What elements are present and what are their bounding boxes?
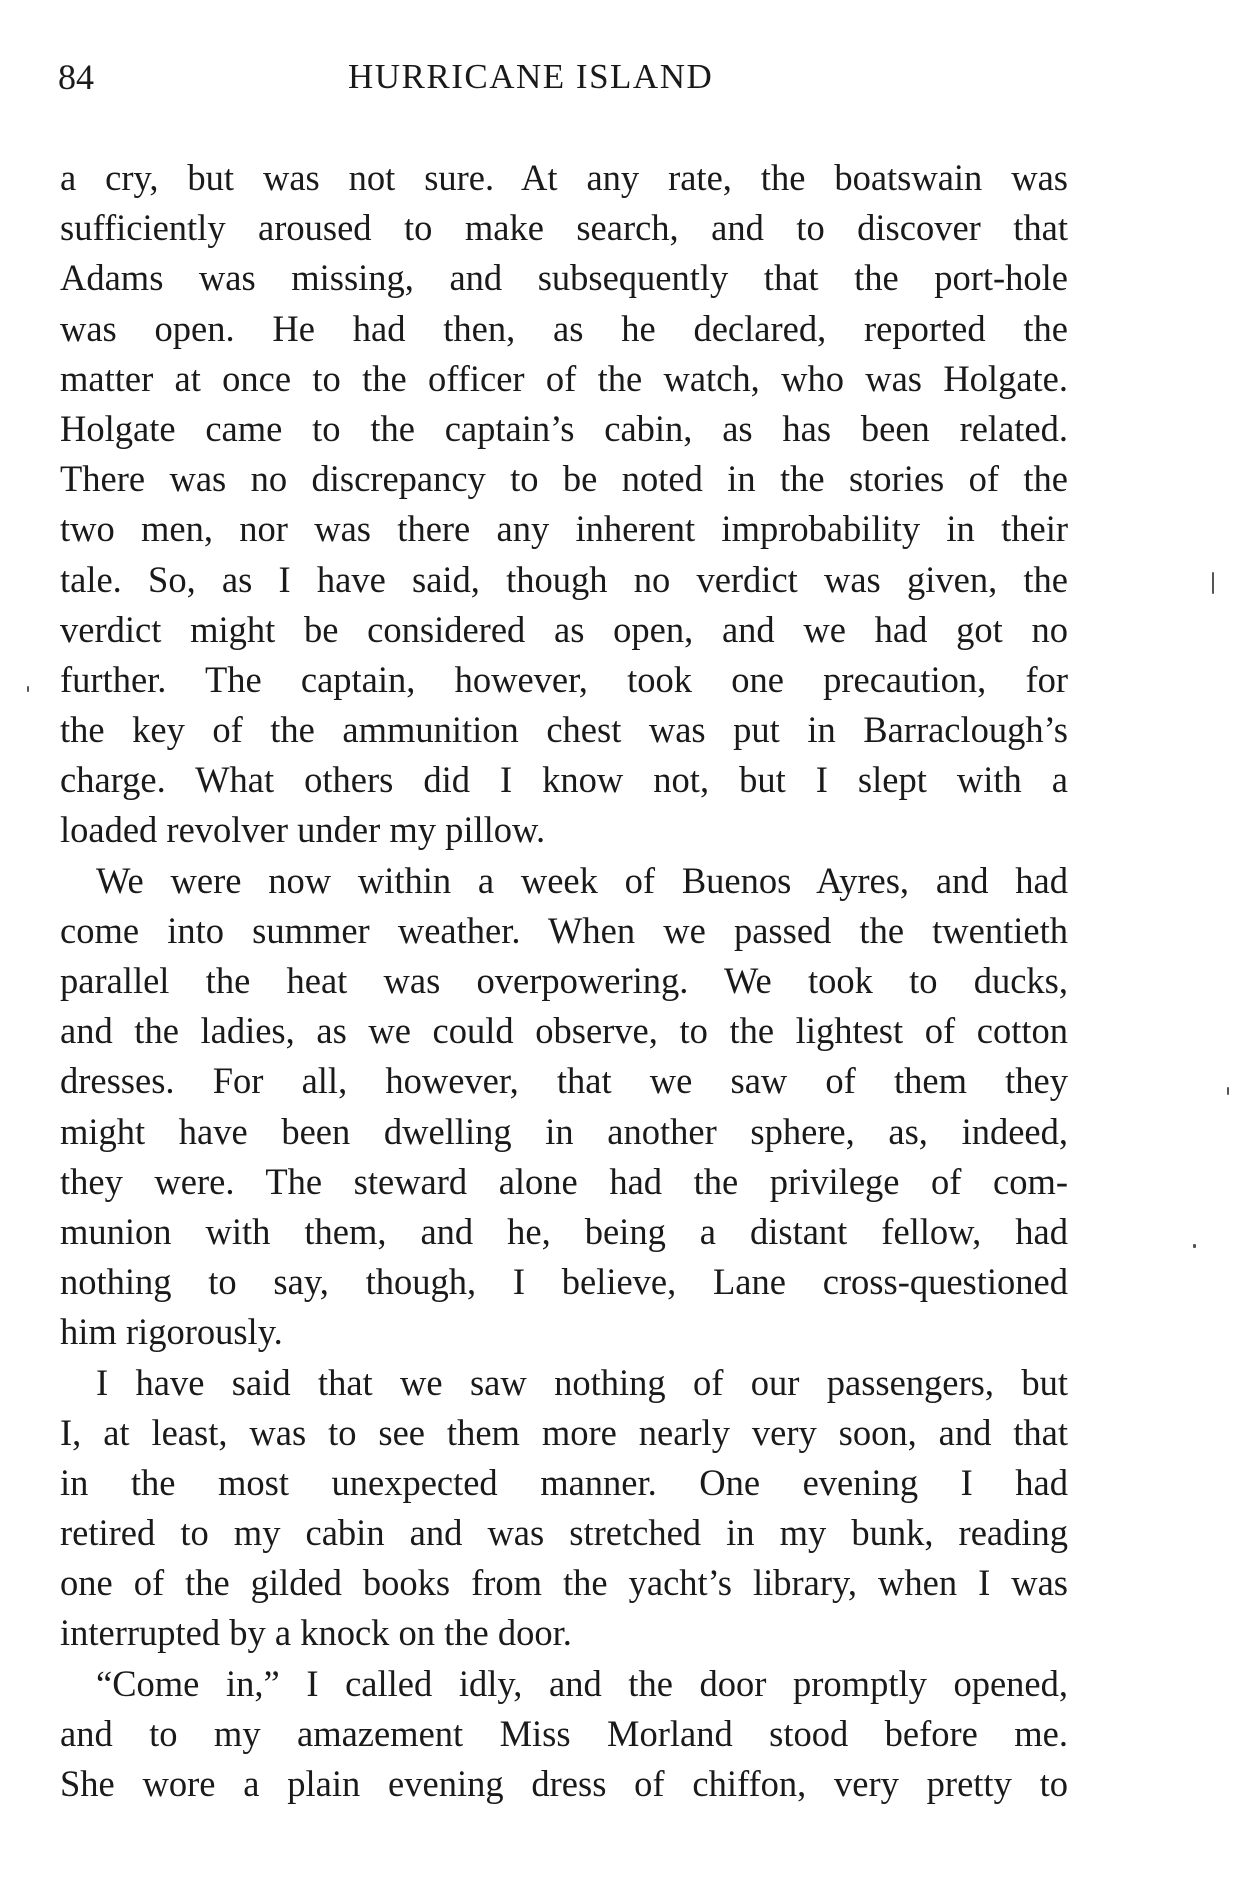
- text-line: the key of the ammunition chest was put in Barraclough’s: [60, 709, 1068, 751]
- body-text: [60, 153, 1068, 1809]
- text-line: “Come in,” I called idly, and the door promptly opened,: [96, 1662, 1068, 1704]
- paragraph-1: [60, 153, 1068, 856]
- text-line: munion with them, and he, being a distant fellow, had: [60, 1210, 1068, 1252]
- scan-speck: [1193, 1244, 1196, 1248]
- text-line: further. The captain, however, took one precaution, for: [60, 658, 1068, 700]
- paragraph-4: [60, 1659, 1068, 1810]
- text-line: nothing to say, though, I believe, Lane cross-questioned: [60, 1261, 1068, 1303]
- text-line: come into summer weather. When we passed the twentieth: [60, 909, 1068, 951]
- text-line: verdict might be considered as open, and we had got no: [60, 608, 1068, 650]
- text-line: and the ladies, as we could observe, to the lightest of cotton: [60, 1010, 1068, 1052]
- text-line: parallel the heat was overpowering. We took to ducks,: [60, 960, 1068, 1001]
- text-line: loaded revolver under my pillow.: [60, 809, 546, 851]
- text-line: interrupted by a knock on the door.: [60, 1612, 572, 1654]
- text-line: I have said that we saw nothing of our passengers, but: [96, 1361, 1068, 1403]
- text-line: retired to my cabin and was stretched in my bunk, reading: [60, 1512, 1068, 1554]
- running-title: HURRICANE ISLAND: [348, 57, 714, 96]
- text-line: She wore a plain evening dress of chiffon, very pretty to: [60, 1763, 1068, 1804]
- text-line: charge. What others did I know not, but I slept with a: [60, 759, 1068, 801]
- text-line: two men, nor was there any inherent improbability in their: [60, 508, 1068, 550]
- page-header: [58, 52, 1068, 102]
- paragraph-2: [60, 856, 1068, 1358]
- text-line: sufficiently aroused to make search, and to discover that: [60, 207, 1068, 249]
- text-line: him rigorously.: [60, 1311, 283, 1353]
- text-line: might have been dwelling in another sphere, as, indeed,: [60, 1110, 1068, 1152]
- text-line: dresses. For all, however, that we saw of them they: [60, 1060, 1068, 1102]
- scan-speck: [1227, 1087, 1229, 1095]
- scan-speck: [27, 686, 29, 692]
- text-line: We were now within a week of Buenos Ayres, and had: [96, 859, 1068, 901]
- text-line: was open. He had then, as he declared, reported the: [60, 307, 1068, 349]
- scan-speck: [1212, 572, 1214, 594]
- text-line: matter at once to the officer of the watch, who was Holgate.: [60, 357, 1068, 399]
- text-line: one of the gilded books from the yacht’s library, when I was: [60, 1562, 1068, 1604]
- text-line: they were. The steward alone had the privilege of com-: [60, 1160, 1068, 1202]
- paragraph-3: [60, 1358, 1068, 1659]
- text-line: Adams was missing, and subsequently that the port-hole: [60, 257, 1068, 299]
- page-number: 84: [58, 57, 94, 97]
- text-line: tale. So, as I have said, though no verdict was given, the: [60, 558, 1068, 600]
- text-line: There was no discrepancy to be noted in the stories of the: [60, 458, 1068, 500]
- text-line: and to my amazement Miss Morland stood before me.: [60, 1712, 1068, 1754]
- text-line: in the most unexpected manner. One evening I had: [60, 1461, 1068, 1503]
- text-line: Holgate came to the captain’s cabin, as has been related.: [60, 407, 1068, 449]
- text-line: a cry, but was not sure. At any rate, the boatswain was: [60, 157, 1068, 198]
- text-line: I, at least, was to see them more nearly very soon, and that: [60, 1411, 1068, 1453]
